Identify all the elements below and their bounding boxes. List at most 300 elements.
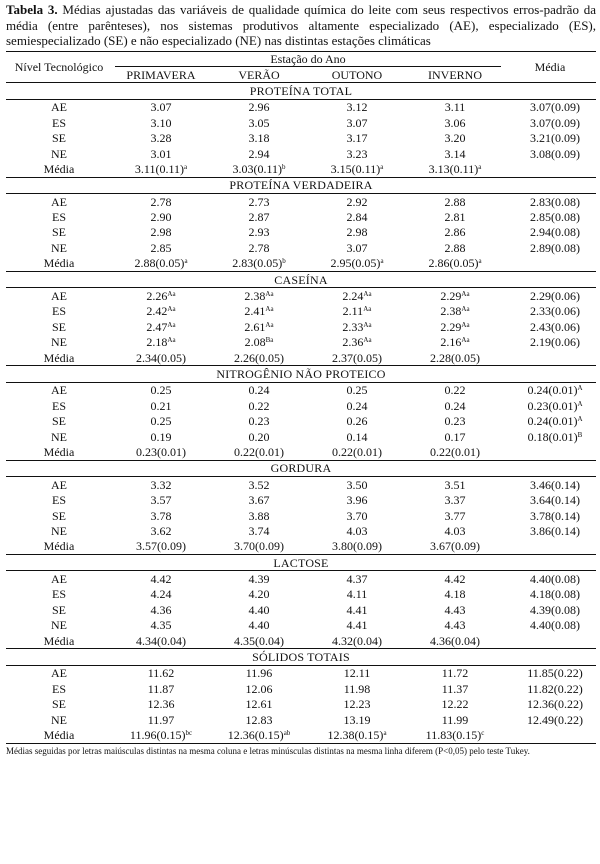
cell-value: 3.08(0.09) [530, 146, 580, 161]
row-mean [504, 194, 596, 210]
empty-cell [504, 444, 596, 460]
table-row [6, 115, 596, 130]
cell-value: 2.29(0.06) [530, 289, 580, 304]
row-label [6, 161, 112, 177]
cell-value: 4.41 [346, 618, 368, 633]
row-label [6, 602, 112, 617]
row-mean [504, 697, 596, 712]
season-mean [112, 539, 210, 555]
significance-letter: Aa [461, 305, 470, 314]
significance-letter: Aa [461, 320, 470, 329]
cell-value: 4.11 [346, 587, 368, 602]
row-mean [504, 413, 596, 428]
cell-value: 3.03(0.11) [232, 161, 283, 176]
row-label [6, 240, 112, 255]
cell-value: 3.32 [150, 477, 172, 492]
row-mean [504, 115, 596, 130]
season-value [210, 602, 308, 617]
table-row [6, 602, 596, 617]
cell-value: 12.36(0.15) [227, 727, 284, 742]
season-value [210, 571, 308, 587]
row-mean [504, 508, 596, 523]
cell-value: 2.81 [444, 210, 466, 225]
season-value [112, 681, 210, 696]
cell-value: 11.99 [441, 712, 469, 727]
cell-value: 2.34(0.05) [136, 350, 186, 365]
header-nivel: Nível Tecnológico [14, 59, 104, 74]
season-value [112, 571, 210, 587]
cell-value: 4.20 [248, 587, 270, 602]
table-caption [6, 2, 596, 49]
row-mean [504, 304, 596, 319]
cell-value: 4.39 [248, 572, 270, 587]
table-row [6, 681, 596, 696]
cell-value: 3.62 [150, 523, 172, 538]
section-title-row [6, 555, 596, 571]
cell-value: 3.78(0.14) [530, 508, 580, 523]
cell-value: 4.42 [444, 572, 466, 587]
table-row [6, 523, 596, 538]
season-value [406, 209, 504, 224]
season-value [112, 382, 210, 398]
cell-value: 4.03 [444, 523, 466, 538]
section-title-row [6, 460, 596, 476]
season-mean [112, 633, 210, 649]
significance-letter: Aa [363, 290, 372, 299]
season-value [308, 398, 406, 413]
cell-value: 0.26 [346, 414, 368, 429]
season-value [308, 115, 406, 130]
cell-value: 0.22(0.01) [332, 444, 382, 459]
cell-value: 0.24(0.01) [527, 383, 578, 398]
table-row [6, 194, 596, 210]
cell-value: 4.35(0.04) [234, 633, 284, 648]
season-value [308, 382, 406, 398]
cell-value: 12.06 [245, 681, 273, 696]
cell-value: 3.67(0.09) [430, 539, 480, 554]
season-value [210, 304, 308, 319]
table-body [6, 83, 596, 743]
cell-value: 0.19 [150, 429, 172, 444]
season-value [210, 288, 308, 304]
cell-value: 2.84 [346, 210, 368, 225]
significance-letter: ab [283, 728, 291, 737]
season-value [406, 697, 504, 712]
season-value [210, 240, 308, 255]
cell-value: ES [51, 493, 66, 508]
row-label [6, 477, 112, 493]
cell-value: AE [51, 289, 67, 304]
section-title: CASEÍNA [274, 272, 328, 287]
cell-value: 2.08 [244, 335, 266, 350]
season-value [308, 618, 406, 633]
cell-value: SE [51, 508, 66, 523]
season-value [112, 398, 210, 413]
row-label [6, 697, 112, 712]
cell-value: 0.23 [248, 414, 270, 429]
header-season: VERÃO [238, 67, 280, 82]
row-mean [504, 240, 596, 255]
cell-value: 4.36(0.04) [430, 633, 480, 648]
cell-value: 0.23(0.01) [136, 444, 186, 459]
cell-value: 2.88(0.05) [134, 256, 185, 271]
cell-value: 11.82(0.22) [527, 681, 583, 696]
cell-value: SE [51, 602, 66, 617]
season-value [308, 240, 406, 255]
significance-letter: Aa [167, 336, 176, 345]
section-title-row [6, 366, 596, 382]
season-value [112, 587, 210, 602]
cell-value: Média [43, 633, 75, 648]
row-label [6, 194, 112, 210]
season-mean [406, 350, 504, 366]
season-value [210, 712, 308, 727]
season-value [406, 523, 504, 538]
significance-letter: Aa [363, 305, 372, 314]
cell-value: 4.42 [150, 572, 172, 587]
significance-letter: Ba [265, 336, 274, 345]
season-mean [308, 444, 406, 460]
cell-value: 3.57 [150, 493, 172, 508]
table-row [6, 492, 596, 507]
cell-value: 3.64(0.14) [530, 493, 580, 508]
cell-value: AE [51, 100, 67, 115]
cell-value: SE [51, 697, 66, 712]
cell-value: AE [51, 383, 67, 398]
empty-cell [504, 539, 596, 555]
cell-value: 4.32(0.04) [332, 633, 382, 648]
season-value [406, 618, 504, 633]
cell-value: 11.72 [441, 666, 469, 681]
cell-value: 3.06 [444, 115, 466, 130]
significance-letter: a [478, 257, 482, 266]
cell-value: 12.38(0.15) [327, 727, 384, 742]
cell-value: 3.14 [444, 146, 466, 161]
season-value [308, 429, 406, 444]
season-mean [308, 633, 406, 649]
cell-value: 0.25 [346, 383, 368, 398]
cell-value: 4.36 [150, 602, 172, 617]
row-label [6, 444, 112, 460]
cell-value: 3.01 [150, 146, 172, 161]
header-season: INVERNO [428, 67, 482, 82]
cell-value: 3.86(0.14) [530, 523, 580, 538]
cell-value: Média [43, 444, 75, 459]
cell-value: 2.88 [444, 194, 466, 209]
cell-value: 0.23 [444, 414, 466, 429]
cell-value: 2.29 [440, 289, 462, 304]
cell-value: 2.90 [150, 210, 172, 225]
season-value [112, 304, 210, 319]
cell-value: 3.23 [346, 146, 368, 161]
cell-value: 13.19 [343, 712, 371, 727]
season-value [308, 335, 406, 350]
empty-cell [504, 727, 596, 743]
cell-value: 12.11 [343, 666, 371, 681]
season-value [112, 523, 210, 538]
season-value [308, 225, 406, 240]
cell-value: NE [51, 523, 67, 538]
season-value [308, 523, 406, 538]
cell-value: 2.94 [248, 146, 270, 161]
season-value [210, 618, 308, 633]
season-mean [210, 633, 308, 649]
row-label [6, 508, 112, 523]
significance-letter: Aa [265, 290, 274, 299]
season-value [210, 115, 308, 130]
season-value [406, 681, 504, 696]
significance-letter: a [380, 162, 384, 171]
season-value [308, 288, 406, 304]
cell-value: 11.62 [147, 666, 175, 681]
cell-value: 3.18 [248, 131, 270, 146]
season-value [308, 665, 406, 681]
row-label [6, 492, 112, 507]
row-label [6, 319, 112, 334]
season-mean [112, 161, 210, 177]
cell-value: ES [51, 115, 66, 130]
cell-value: Média [43, 727, 75, 742]
significance-letter: B [577, 430, 583, 439]
cell-value: 2.33 [342, 319, 364, 334]
season-value [308, 413, 406, 428]
cell-value: 4.03 [346, 523, 368, 538]
cell-value: 3.28 [150, 131, 172, 146]
row-label [6, 523, 112, 538]
cell-value: NE [51, 429, 67, 444]
significance-letter: a [380, 257, 384, 266]
cell-value: 2.93 [248, 225, 270, 240]
cell-value: 4.40(0.08) [530, 618, 580, 633]
season-value [112, 225, 210, 240]
cell-value: 2.92 [346, 194, 368, 209]
row-mean [504, 571, 596, 587]
season-value [112, 194, 210, 210]
row-mean [504, 382, 596, 398]
cell-value: 3.10 [150, 115, 172, 130]
season-value [406, 571, 504, 587]
season-value [308, 477, 406, 493]
cell-value: 3.05 [248, 115, 270, 130]
season-value [406, 335, 504, 350]
row-label [6, 727, 112, 743]
cell-value: 2.11 [342, 304, 364, 319]
cell-value: 4.43 [444, 618, 466, 633]
table-row [6, 209, 596, 224]
cell-value: 0.22(0.01) [234, 444, 284, 459]
row-label [6, 209, 112, 224]
cell-value: Média [43, 350, 75, 365]
cell-value: AE [51, 194, 67, 209]
cell-value: 0.20 [248, 429, 270, 444]
cell-value: 3.15(0.11) [330, 161, 381, 176]
significance-letter: Aa [265, 320, 274, 329]
cell-value: 11.96 [245, 666, 273, 681]
season-value [406, 382, 504, 398]
season-value [308, 209, 406, 224]
season-value [406, 508, 504, 523]
season-mean [406, 727, 504, 743]
row-mean [504, 319, 596, 334]
season-value [406, 146, 504, 161]
cell-value: 2.26 [146, 289, 168, 304]
cell-value: 3.96 [346, 493, 368, 508]
section-title: NITROGÊNIO NÃO PROTEICO [216, 367, 386, 381]
empty-cell [504, 633, 596, 649]
cell-value: 2.36 [342, 335, 364, 350]
cell-value: 3.77 [444, 508, 466, 523]
row-label [6, 539, 112, 555]
section-title-row [6, 271, 596, 287]
cell-value: NE [51, 335, 67, 350]
section-title: PROTEÍNA VERDADEIRA [229, 178, 373, 193]
row-mean [504, 665, 596, 681]
season-mean [308, 727, 406, 743]
cell-value: AE [51, 666, 67, 681]
row-mean [504, 492, 596, 507]
season-value [308, 304, 406, 319]
season-value [210, 194, 308, 210]
mean-row [6, 633, 596, 649]
row-label [6, 115, 112, 130]
cell-value: 12.22 [441, 697, 469, 712]
row-mean [504, 587, 596, 602]
season-value [112, 508, 210, 523]
cell-value: 3.07 [150, 100, 172, 115]
season-value [406, 240, 504, 255]
header-estacao-label: Estação do Ano [115, 52, 501, 67]
season-mean [210, 350, 308, 366]
cell-value: 11.96(0.15) [129, 727, 186, 742]
header-media: Média [534, 59, 566, 74]
significance-letter: Aa [363, 320, 372, 329]
table-row [6, 288, 596, 304]
empty-cell [504, 256, 596, 272]
cell-value: 4.40(0.08) [530, 572, 580, 587]
table-row [6, 225, 596, 240]
table-row [6, 571, 596, 587]
season-mean [308, 161, 406, 177]
row-label [6, 350, 112, 366]
cell-value: AE [51, 477, 67, 492]
cell-value: Média [43, 256, 75, 271]
cell-value: 2.78 [150, 194, 172, 209]
season-value [112, 146, 210, 161]
cell-value: 3.57(0.09) [136, 539, 186, 554]
cell-value: 3.12 [346, 100, 368, 115]
cell-value: 2.43(0.06) [530, 319, 580, 334]
cell-value: 11.83(0.15) [425, 727, 482, 742]
season-value [308, 319, 406, 334]
empty-cell [504, 161, 596, 177]
row-mean [504, 712, 596, 727]
season-value [112, 477, 210, 493]
significance-letter: Aa [167, 320, 176, 329]
season-mean [308, 256, 406, 272]
data-table [6, 51, 596, 744]
cell-value: NE [51, 618, 67, 633]
table-row [6, 429, 596, 444]
cell-value: 12.36(0.22) [527, 697, 583, 712]
cell-value: 2.85 [150, 240, 172, 255]
cell-value: 3.78 [150, 508, 172, 523]
cell-value: 4.40 [248, 618, 270, 633]
cell-value: ES [51, 398, 66, 413]
cell-value: 2.29 [440, 319, 462, 334]
row-label [6, 304, 112, 319]
season-value [112, 429, 210, 444]
table-row [6, 508, 596, 523]
season-mean [210, 256, 308, 272]
cell-value: 12.49(0.22) [527, 712, 583, 727]
cell-value: 2.87 [248, 210, 270, 225]
cell-value: ES [51, 210, 66, 225]
row-label [6, 633, 112, 649]
row-mean [504, 429, 596, 444]
season-mean [406, 256, 504, 272]
season-value [406, 492, 504, 507]
cell-value: 3.20 [444, 131, 466, 146]
cell-value: SE [51, 319, 66, 334]
cell-value: 2.85(0.08) [530, 210, 580, 225]
table-row [6, 146, 596, 161]
season-value [210, 429, 308, 444]
significance-letter: Aa [363, 336, 372, 345]
season-value [308, 602, 406, 617]
significance-letter: b [282, 162, 286, 171]
cell-value: 2.47 [146, 319, 168, 334]
cell-value: 4.40 [248, 602, 270, 617]
season-value [210, 523, 308, 538]
row-label [6, 99, 112, 115]
cell-value: 0.24 [444, 398, 466, 413]
season-value [210, 508, 308, 523]
row-mean [504, 681, 596, 696]
season-value [112, 130, 210, 145]
season-mean [112, 727, 210, 743]
cell-value: 3.17 [346, 131, 368, 146]
cell-value: 3.88 [248, 508, 270, 523]
season-value [210, 130, 308, 145]
season-value [406, 429, 504, 444]
table-row [6, 618, 596, 633]
season-value [210, 587, 308, 602]
season-value [308, 194, 406, 210]
table-row [6, 398, 596, 413]
cell-value: 2.95(0.05) [330, 256, 381, 271]
cell-value: 3.07(0.09) [530, 100, 580, 115]
cell-value: 4.43 [444, 602, 466, 617]
season-mean [406, 444, 504, 460]
mean-row [6, 350, 596, 366]
season-value [210, 665, 308, 681]
cell-value: Média [43, 161, 75, 176]
season-value [112, 288, 210, 304]
season-value [210, 319, 308, 334]
row-label [6, 618, 112, 633]
season-value [210, 209, 308, 224]
cell-value: 2.78 [248, 240, 270, 255]
header-season: PRIMAVERA [126, 67, 196, 82]
cell-value: 2.88 [444, 240, 466, 255]
season-value [308, 146, 406, 161]
section-title-row [6, 649, 596, 665]
cell-value: 3.70(0.09) [234, 539, 284, 554]
season-value [406, 194, 504, 210]
cell-value: SE [51, 131, 66, 146]
cell-value: 4.37 [346, 572, 368, 587]
season-value [112, 319, 210, 334]
